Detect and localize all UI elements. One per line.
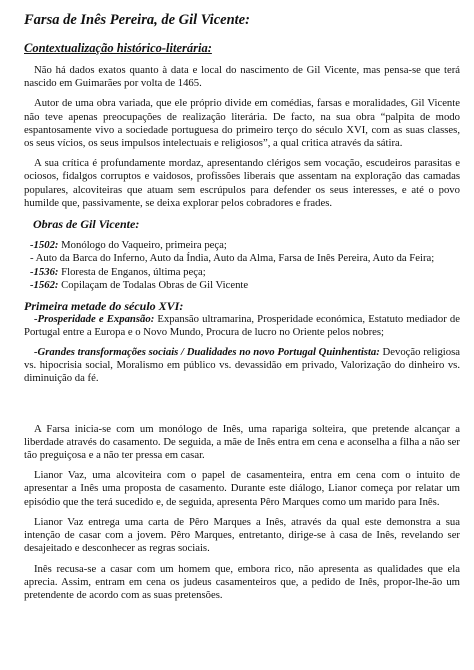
intro-paragraph-3: A sua crítica é profundamente mordaz, apresentando clérigos sem vocação, escudeiros parasitas e ociosos, fidalgos corruptos e vaidosos, profissões liberais que assentam na exploração das camadas populares, alcoviteiras que atuam sem escrúpulos para defender os seus interesses, e até o povo humilde que, passivamente, se deixa explorar pelos cobradores e frades.: [24, 157, 460, 209]
works-text: - Auto da Barca do Inferno, Auto da Índia, Auto da Alma, Farsa de Inês Pereira, Auto da Feira;: [30, 252, 435, 265]
works-text: Floresta de Enganos, última peça;: [58, 265, 206, 278]
works-item: [30, 266, 460, 279]
plot-paragraph-4: Inês recusa-se a casar com um homem que, embora rico, não apresenta as qualidades que ela aprecia. Assim, entram em cena os judeus casamenteiros que, a pedido de Inês, propor-lhe-ão um pretendente de acordo com as suas pretensões.: [24, 562, 460, 601]
works-item: [30, 252, 460, 265]
works-text: Monólogo do Vaqueiro, primeira peça;: [58, 239, 227, 252]
period-heading: Primeira metade do século XVI:: [24, 298, 184, 313]
works-year: -1502:: [30, 239, 59, 252]
topic-paragraph-1: [24, 313, 460, 339]
works-year: -1562:: [30, 279, 59, 292]
plot-paragraph-2: Lianor Vaz, uma alcoviteira com o papel de casamenteira, entra em cena com o intuito de apresentar a Inês uma proposta de casamento. Durante este diálogo, Lianor começa por relatar um episódio que the terá sucedido e, de seguida, apresenta Pêro Marques como um marido para Inês.: [24, 469, 460, 508]
document-title: Farsa de Inês Pereira, de Gil Vicente:: [24, 12, 250, 28]
works-year: -1536:: [30, 265, 59, 278]
works-list: [30, 239, 460, 293]
works-item: [30, 279, 460, 292]
topic-paragraph-2: [24, 346, 460, 386]
topic-keyword: -Prosperidade e Expansão:: [34, 312, 155, 325]
works-item: [30, 239, 460, 252]
topic-keyword: -Grandes transformações sociais / Dualidades no novo Portugal Quinhentista:: [34, 346, 380, 359]
topic-text: Expansão ultramarina, Prosperidade económica, Estatuto mediador de Portugal entre a Europa e o Novo Mundo, Procura de lucro no Oriente pelos nobres;: [24, 312, 460, 338]
intro-paragraph-1: Não há dados exatos quanto à data e local do nascimento de Gil Vicente, mas pensa-se que terá nascido em Guimarães por volta de 1465.: [24, 64, 460, 90]
topic-text: Devoção religiosa vs. hipocrisia social, Moralismo em público vs. devassidão em privado, Valorização do dinheiro vs. diminuição da fé.: [24, 346, 461, 385]
section-gap: [24, 393, 460, 423]
intro-paragraph-2: Autor de uma obra variada, que ele próprio divide em comédias, farsas e moralidades, Gil Vicente não teve apenas preocupações de realização literária. De facto, na sua obra “palpita de modo espantosamente vivo a sociedade portuguesa do primeiro terço do século XVI, com as suas classes, os seus vícios, os seus impulsos intelectuais e religiosos”, a qual critica através da sátira.: [24, 97, 460, 150]
works-text: Copilaçam de Todalas Obras de Gil Vicente: [58, 279, 249, 292]
plot-paragraph-3: Lianor Vaz entrega uma carta de Pêro Marques a Inês, através da qual este demonstra a sua intenção de casar com a jovem. Pêro Marques, entretanto, dirige-se à casa de Inês, revelando ser desajeitado e desconhecer as regras sociais.: [24, 515, 460, 555]
context-heading: Contextualização histórico-literária:: [24, 41, 212, 55]
works-heading: Obras de Gil Vicente:: [33, 217, 140, 232]
plot-paragraph-1: A Farsa inicia-se com um monólogo de Inês, uma rapariga solteira, que pretende alcançar a liberdade através do casamento. De seguida, a mãe de Inês entra em cena e aconselha a filha a não ser tão preguiçosa e a não ter pressa em casar.: [24, 422, 460, 462]
